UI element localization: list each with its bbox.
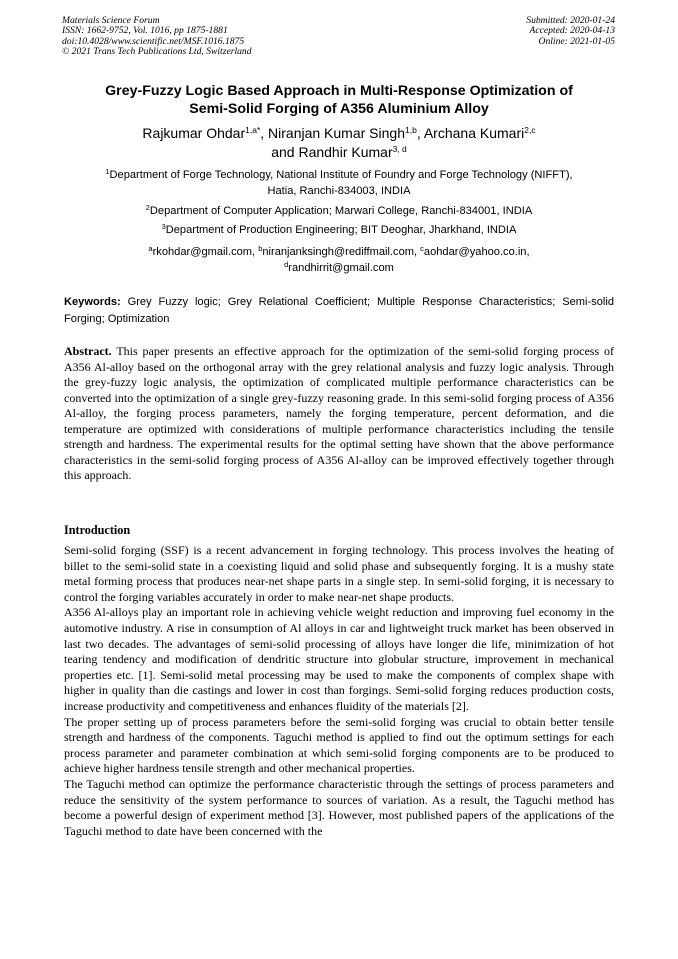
publication-dates (526, 16, 615, 47)
submitted-date: Submitted: 2020-01-24 (526, 15, 615, 26)
email-mark: b (258, 244, 263, 253)
author-separator: , (416, 125, 424, 141)
paper-title (56, 82, 622, 118)
affiliation-mark: 1 (105, 167, 110, 176)
authors-line-2 (50, 143, 628, 162)
paragraph: The Taguchi method can optimize the performance characteristic through the settings of process parameters and reduce the sensitivity of the system performance to sources of variation. As a result, the Taguchi method has become a powerful design of experiment method [3]. However, most published papers of the applications of the Taguchi method to date have been concerned with the (64, 776, 614, 838)
author-conjunction: and (271, 144, 299, 160)
title-line-2: Semi-Solid Forging of A356 Aluminium Alloy (189, 101, 489, 117)
email-address[interactable]: rkohdar@gmail.com, (152, 246, 259, 258)
author-affiliation-mark: 1,a* (245, 125, 261, 135)
affiliation-text: Department of Forge Technology, National Institute of Foundry and Forge Technology (NIFFT), (109, 169, 573, 181)
affiliation-text: Department of Computer Application; Marwari College, Ranchi-834001, INDIA (149, 205, 533, 217)
abstract (64, 344, 614, 484)
doi: doi:10.4028/www.scientific.net/MSF.1016.1875 (62, 35, 245, 47)
abstract-text: This paper presents an effective approach for the optimization of the semi-solid forging process of A356 Al-alloy based on the orthogonal array with the grey relational analysis and fuzzy logic analysis. Through the grey-fuzzy logic analysis, the optimization of complicated multiple performance characteristics can be converted into the optimization of a single grey-fuzzy reasoning grade. In this semi-solid forging process of A356 Al-alloy, the forging process parameters, namely the forging temperature, percent deformation, and die temperature are optimized with considerations of multiple performance characteristics including the tensile strength and hardness. The experimental results for the optimal setting have shown that the above performance characteristics in the semi-solid forging process of A356 Al-alloy can be improved effectively together through this approach. (64, 344, 614, 482)
author-name: Archana Kumari (423, 125, 525, 141)
paragraph: A356 Al-alloys play an important role in achieving vehicle weight reduction and improving fuel economy in the automotive industry. A rise in consumption of Al alloys in car and lightweight truck market has been observed in last two decades. The advantages of semi-solid processing of alloys have longer die life, minimization of hot tearing tendency and modification of dendritic structure into globular structure, improvement in mechanical properties etc. [1]. Semi-solid metal processing may be used to make the components of complex shape with higher in quality than die castings and lower in cost than forgings. Semi-solid forging reduces production costs, increase productivity and competitiveness and enhances fluidity of the materials [2]. (64, 605, 614, 713)
emails-line-1 (56, 245, 622, 261)
keywords (64, 294, 614, 327)
affiliation-text: Department of Production Engineering; BIT Deoghar, Jharkhand, INDIA (165, 224, 517, 236)
email-address[interactable]: aohdar@yahoo.co.in, (423, 246, 530, 258)
affiliation-text: Hatia, Ranchi-834003, INDIA (267, 184, 411, 197)
introduction-body (64, 543, 614, 839)
copyright: © 2021 Trans Tech Publications Ltd, Switzerland (62, 46, 252, 58)
author-affiliation-mark: 3, d (392, 144, 407, 154)
title-line-1: Grey-Fuzzy Logic Based Approach in Multi-Response Optimization of (105, 83, 573, 99)
journal-name: Materials Science Forum (62, 15, 160, 26)
paragraph: Semi-solid forging (SSF) is a recent advancement in forging technology. This process involves the heating of billet to the semi-solid state in a coexisting liquid and solid phase and subsequently forging. It is a mushy state metal forming process that produces near-net shape parts in a single step. In semi-solid forging, it is necessary to control the forging variables accurately in order to make near-net shape products. (64, 543, 614, 604)
journal-info (62, 16, 252, 58)
accepted-date: Accepted: 2020-04-13 (529, 25, 615, 37)
keywords-text: Grey Fuzzy logic; Grey Relational Coefficient; Multiple Response Characteristics; Semi-solid Forging; Optimization (64, 296, 614, 325)
affiliation-3 (56, 223, 622, 239)
author-emails (56, 245, 622, 276)
email-mark: a (148, 244, 153, 253)
email-address[interactable]: randhirrit@gmail.com (288, 261, 394, 274)
affiliation-1-line-2 (56, 184, 622, 200)
issn-volume: ISSN: 1662-9752, Vol. 1016, pp 1875-1881 (62, 25, 228, 37)
email-mark: c (420, 244, 424, 253)
authors-line-1 (50, 124, 628, 143)
author-affiliation-mark: 2,c (524, 125, 536, 135)
affiliation-mark: 2 (145, 203, 150, 212)
author-name: Rajkumar Ohdar (142, 125, 246, 141)
keywords-label: Keywords: (64, 296, 121, 308)
email-mark: d (284, 259, 289, 269)
affiliation-2 (56, 204, 622, 220)
affiliation-mark: 3 (161, 222, 166, 231)
author-name: Niranjan Kumar Singh (268, 125, 405, 141)
affiliation-1 (56, 168, 622, 199)
abstract-label: Abstract. (64, 344, 112, 358)
email-address[interactable]: niranjanksingh@rediffmail.com, (262, 246, 421, 258)
section-heading-introduction: Introduction (64, 523, 131, 537)
author-list (50, 124, 628, 162)
author-name: Randhir Kumar (298, 144, 393, 160)
online-date: Online: 2021-01-05 (538, 35, 615, 47)
affiliation-1-line-1 (56, 168, 622, 184)
author-separator: , (260, 125, 269, 141)
paragraph: The proper setting up of process parameters before the semi-solid forging was crucial to obtain better tensile strength and hardness of the components. Taguchi method is applied to find out the optimum settings for each process parameter and parameter combination at which semi-solid forging components are to be produced to achieve higher hardness tensile strength and other mechanical properties. (64, 714, 614, 776)
emails-line-2 (56, 261, 622, 277)
author-affiliation-mark: 1,b (405, 125, 417, 135)
